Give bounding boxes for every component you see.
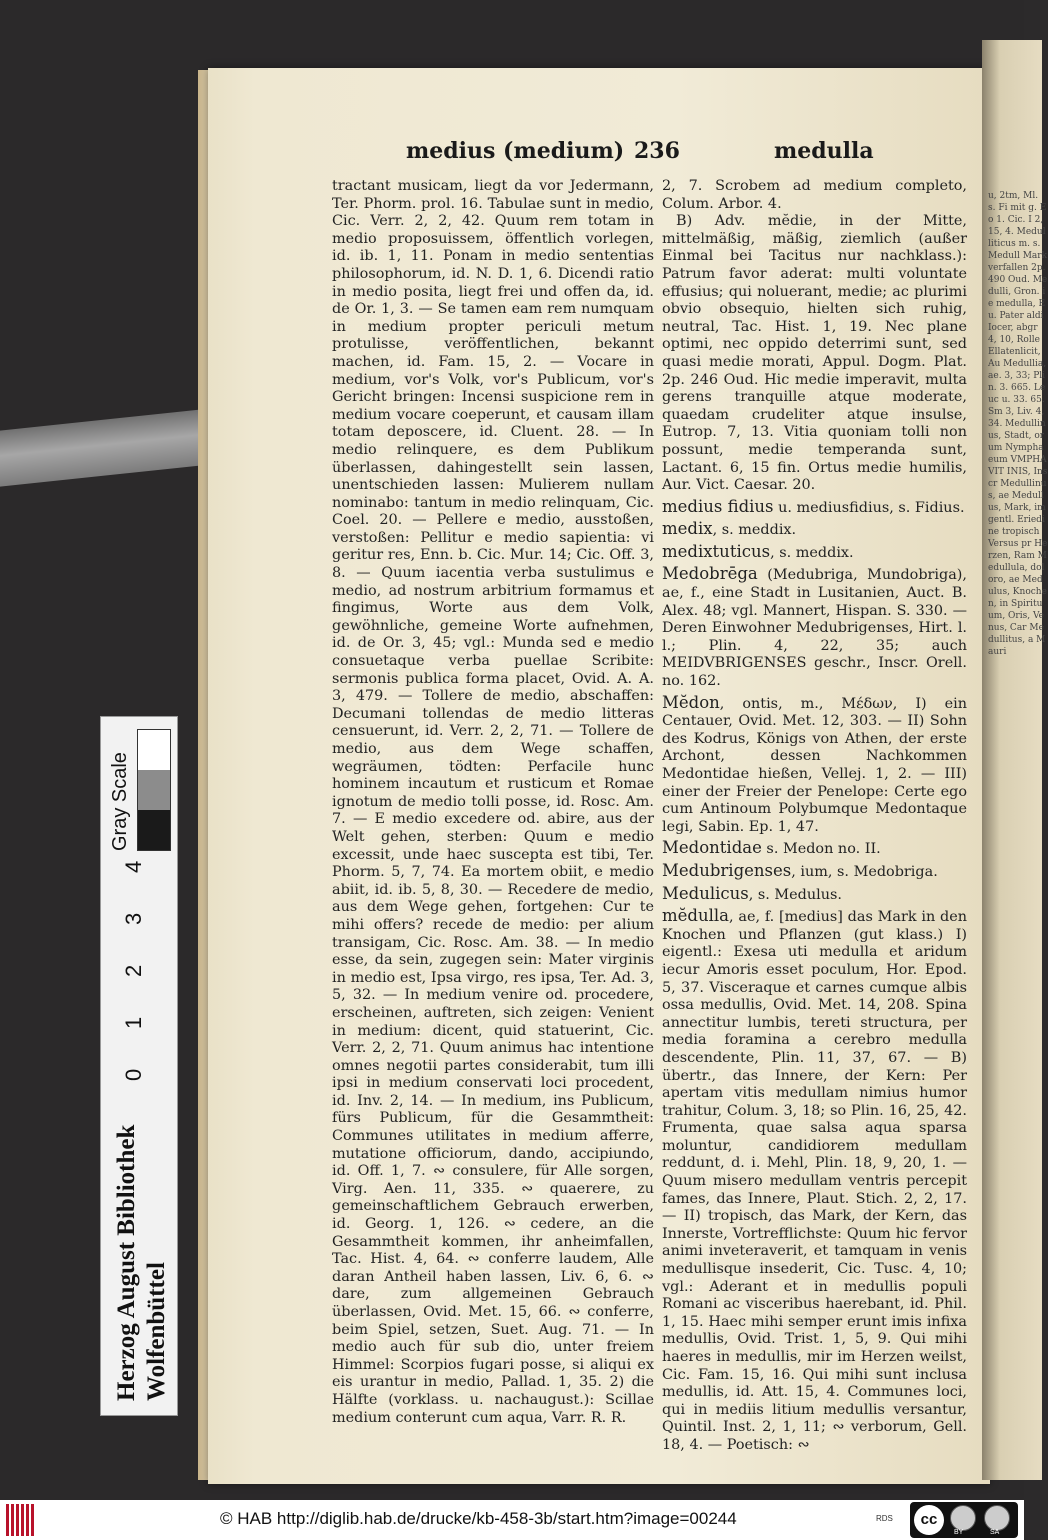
entry-text: s. Medon no. II. bbox=[761, 841, 881, 858]
entry-lemma: Medulicus bbox=[662, 883, 749, 903]
entry-lemma: medixtuticus bbox=[662, 541, 771, 561]
share-alike-icon bbox=[984, 1505, 1010, 1531]
dictionary-entry bbox=[662, 885, 967, 905]
entry-text: , ium, s. Medobriga. bbox=[791, 863, 938, 880]
entry-lemma: Mĕdon bbox=[662, 692, 720, 712]
running-header bbox=[330, 138, 960, 168]
ruler-content bbox=[101, 721, 177, 1411]
entry-text: , s. Medulus. bbox=[748, 886, 842, 903]
gray-scale-swatches bbox=[137, 729, 171, 851]
header-left-word: medius (medium) bbox=[406, 138, 625, 164]
entry-lemma: medius fidius bbox=[662, 496, 774, 516]
dictionary-entry bbox=[662, 543, 967, 563]
header-right-word: medulla bbox=[774, 138, 874, 164]
entry-text: , s. meddix. bbox=[770, 544, 854, 561]
entry-text: , ontis, m., Μέδων, I) ein Centauer, Ovid. Met. 12, 303. — II) Sohn des Kodrus, Königs von Athen, der erste Archont, dessen Nachkommen Medontidae hießen, Vellej. 1, 2. — III) einer der Freier der Penelope: Certe ego cum Antinoum Polybumque Medontaque legi, Sabin. Ep. 1, 47. bbox=[662, 695, 967, 835]
right-paragraph: 2, 7. Scrobem ad medium completo, Colum. Arbor. 4. bbox=[662, 178, 967, 212]
hab-logo-icon bbox=[6, 1504, 46, 1536]
institution-name: Herzog August Bibliothek bbox=[113, 1124, 140, 1401]
gray-swatch bbox=[138, 770, 170, 810]
gray-swatch bbox=[138, 730, 170, 770]
footer-bar bbox=[0, 1500, 1024, 1540]
dictionary-entry bbox=[662, 839, 967, 859]
entry-text: , s. meddix. bbox=[712, 522, 797, 539]
source-link[interactable]: © HAB http://diglib.hab.de/drucke/kb-458-3b/start.htm?image=00244 bbox=[220, 1509, 737, 1528]
dictionary-entry bbox=[662, 498, 967, 518]
attribution-icon bbox=[950, 1505, 976, 1531]
left-column bbox=[332, 178, 654, 1427]
scale-number: 0 bbox=[121, 1068, 146, 1081]
entry-text: u. mediusfidius, s. Fidius. bbox=[773, 499, 965, 516]
entry-text: (Medubriga, Mundobriga), ae, f., eine Stadt in Lusitanien, Auct. B. Alex. 48; vgl. Mannert, Hispan. S. 330. — Deren Einwohner Medubrigenses, Hirt. l. l.; Plin. 4, 22, 35; auch MEIDVBRIGENSES geschr., Inscr. Orell. no. 162. bbox=[662, 567, 967, 690]
facing-page-text: u, 2tm, Ml. s. Fi mit g. Eo 1. Cic. I 2, 15, 4. Medulliticus m. s. Medull Mark verfallen 2p. 490 Oud. Medulli, Gron. ie medulla, Eu. Pater aldi Iocer, abgr 4, 10, Rolle Ellatenlicit, Au Medullia, ae. 3, 33; Plin. 3. 665. Leuc u. 33. 65. Sm 3, Liv. 4, 34. Medullinus, Stadt, orum Nymphaeum VMPHAVIT INIS, Inscr Medullinus, ae Medullus, Mark, im gentl. Eriedine tropisch Versus pr Herzen, Ram Medullula, doloro, ae Medulus, Knochen, in Spirituum, Oris, Venus, Car Medullitus, a Mauri bbox=[988, 191, 1048, 657]
dictionary-entry bbox=[662, 694, 967, 837]
gray-scale-label: Gray Scale bbox=[109, 752, 131, 851]
dictionary-entry bbox=[662, 862, 967, 882]
entry-lemma: Medontidae bbox=[662, 838, 762, 858]
scale-number: 4 bbox=[121, 860, 146, 873]
dictionary-entry bbox=[662, 520, 967, 540]
gray-swatch bbox=[138, 810, 170, 850]
scale-number: 1 bbox=[121, 1016, 146, 1029]
scale-ruler bbox=[100, 716, 178, 1416]
by-label: BY bbox=[954, 1529, 964, 1536]
entry-text: , ae, f. [medius] das Mark in den Knochen und Pflanzen (gut klass.) I) eigentl.: Exesa uti medulla et aridum iecur Amoris esset poculum, Hor. Epod. 5, 37. Visceraque et carnes cumque albis ossa medullis, Ovid. Met. 14, 208. Spina annectitur lumbis, tereti structura, per media foramina a cerebro medulla descendente, Plin. 11, 37, 67. — B) übertr., das Innere, der Kern: Per apertam vitis medullam nimius humor trahitur, Colum. 3, 18; so Plin. 16, 25, 42. Frumenta, quae salsa aqua sparsa moluntur, candidiorem medullam reddunt, d. i. Mehl, Plin. 18, 9, 20, 1. — Quum misero medullam ventris percepit fames, das Innere, Plaut. Stich. 2, 2, 17. — II) tropisch, das Mark, der Kern, das Innerste, Vortrefflichste: Quum hic fervor animi inveteraverit, et tamquam in venis medullisque insederit, Cic. Tusc. 4, 10; vgl.: Aderant et in medullis populi Romani ac visceribus haerebant, id. Phil. 1, 15. Haec mihi semper erunt imis infixa medullis, Ovid. Trist. 1, 5, 9. Qui mihi haeres in medullis, mir im Herzen weilst, Cic. Fam. 15, 16. Qui mihi sunt inclusa medullis, id. Att. 15, 4. Communes loci, qui in mediis litium medullis versantur, Quintil. Inst. 2, 1, 11; ∾ verborum, Gell. 18, 4. — Poetisch: ∾ bbox=[662, 909, 967, 1453]
dictionary-entry bbox=[662, 907, 967, 1454]
entry-lemma: Medobrēga bbox=[662, 564, 758, 584]
institution-city: Wolfenbüttel bbox=[143, 1262, 170, 1401]
dictionary-entry bbox=[662, 565, 967, 690]
entry-lemma: Medubrigenses bbox=[662, 860, 792, 880]
page-number: 236 bbox=[634, 138, 680, 164]
right-column bbox=[662, 178, 967, 1455]
footer-small-text: RDS bbox=[876, 1514, 893, 1523]
right-paragraph: B) Adv. mĕdie, in der Mitte, mittelmäßig, mäßig, ziemlich (außer Einmal bei Tacitus nur nachklass.): Patrum favor aderat: multi voluntate effusius; qui noluerant, medie; ac plurimi obvio obsequio, hielten sich ruhig, neutral, Tac. Hist. 1, 19. Nec plane optimi, nec oppido deterrimi sunt, sed quasi medie morati, Appul. Dogm. Plat. 2p. 246 Oud. Hic medie imperavit, multa gerens tranquille atque moderate, quaedam crudeliter atque insulse, Eutrop. 7, 13. Vitia quoniam tolli non possunt, medie temperanda sunt, Lactant. 6, 15 fin. Ortus medie humilis, Aur. Vict. Caesar. 20. bbox=[662, 213, 967, 494]
entry-lemma: mĕdulla bbox=[662, 906, 729, 926]
scale-number: 3 bbox=[121, 912, 146, 925]
cc-license-badge[interactable] bbox=[910, 1502, 1018, 1538]
scale-number: 2 bbox=[121, 964, 146, 977]
facing-page-fragment bbox=[982, 40, 1048, 1480]
cc-icon: cc bbox=[914, 1505, 944, 1535]
entry-lemma: medix bbox=[662, 519, 713, 539]
sa-label: SA bbox=[990, 1529, 1000, 1536]
left-column-text: tractant musicam, liegt da vor Jedermann, Ter. Phorm. prol. 16. Tabulae sunt in medio, Cic. Verr. 2, 2, 42. Quum rem totam in medio proposuissem, öffentlich vorlegen, id. ib. 1, 11. Ponam in medio sententias philosophorum, id. N. D. 1, 6. Dicendi ratio in medio posita, liegt frei und offen da, id. de Or. 1, 3. — Se tamen eam rem numquam in medium propter periculi metum protulisse, veröffentlichen, bekannt machen, id. Fam. 15, 2. — Vocare in medium, vor's Volk, vor's Publicum, vor's Gericht bringen: Incensi suspicione rem in medium vocare coeperunt, et causam illam totam deposcere, id. Cluent. 28. — In medio relinquere, es dem Publikum überlassen, dahingestellt sein lassen, unentschieden lassen: Mulierem nullam nominabo: tantum in medio relinquam, Cic. Coel. 20. — Pellere e medio, ausstoßen, verstoßen: Pellitur e medio sapientia: vi geritur res, Enn. b. Cic. Mur. 14; Cic. Off. 3, 8. — Quum iacentia verba sustulimus e medio, ad nostrum arbitrium formamus et fingimus, Worte aus dem Volk, gewöhnliche, gemeine Worte aufnehmen, id. de Or. 3, 45; vgl.: Munda sed e medio consuetaque verba puellae Scribite: sermonis publica forma placet, Ovid. A. A. 3, 479. — Tollere de medio, abschaffen: Decumani tollendas de medio litteras censuerunt, id. Verr. 2, 2, 71. — Tollere de medio, aus dem Wege schaffen, wegräumen, tödten: Perfacile hunc hominem incautum et rusticum et Romae ignotum de medio tolli posse, id. Rosc. Am. 7. — E medio excedere od. abire, aus der Welt gehen, sterben: Quum e medio excessit, unde haec suscepta est tibi, Ter. Phorm. 5, 7, 74. Ea mortem obiit, e medio abiit, id. ib. 5, 8, 30. — Recedere de medio, aus dem Wege gehen, fortgehen: Cur te mihi offers? recede de medio: per alium transigam, Cic. Rosc. Am. 38. — In medio esse, da sein, zugegen sein: Mater virginis in medio est, Ipsa virgo, res ipsa, Ter. Ad. 3, 5, 32. — In medium venire od. procedere, erscheinen, auftreten, sich zeigen: Venient in medium: dicent, quid statuerint, Cic. Verr. 2, 2, 71. Quum animus hac intentione omnes negotii partes considerabit, tum illi ipsi in medium conservati loci procedent, id. Inv. 2, 14. — In medium, ins Publicum, fürs Publicum, für die Gesammtheit: Communes utilitates in medium afferre, mutatione officiorum, dando, accipiundo, id. Off. 1, 7. ∾ consulere, für Alle sorgen, Virg. Aen. 11, 335. ∾ quaerere, zu gemeinschaftlichem Gebrauch erwerben, id. Georg. 1, 126. ∾ cedere, an die Gesammtheit kommen, ihr anheimfallen, Tac. Hist. 4, 64. ∾ conferre laudem, Alle daran Antheil haben lassen, Liv. 6, 6. ∾ dare, zum allgemeinen Gebrauch überlassen, Ovid. Met. 15, 66. ∾ conferre, beim Spiel, setzen, Suet. Aug. 71. — In medio auch für sub dio, unter freiem Himmel: Scorpios fugari posse, si aliqui ex eis urantur in medio, Pallad. 1, 35. 2) die Hälfte (vorklass. u. nachaugust.): Scillae medium conterunt cum aqua, Varr. R. R. bbox=[332, 178, 654, 1426]
